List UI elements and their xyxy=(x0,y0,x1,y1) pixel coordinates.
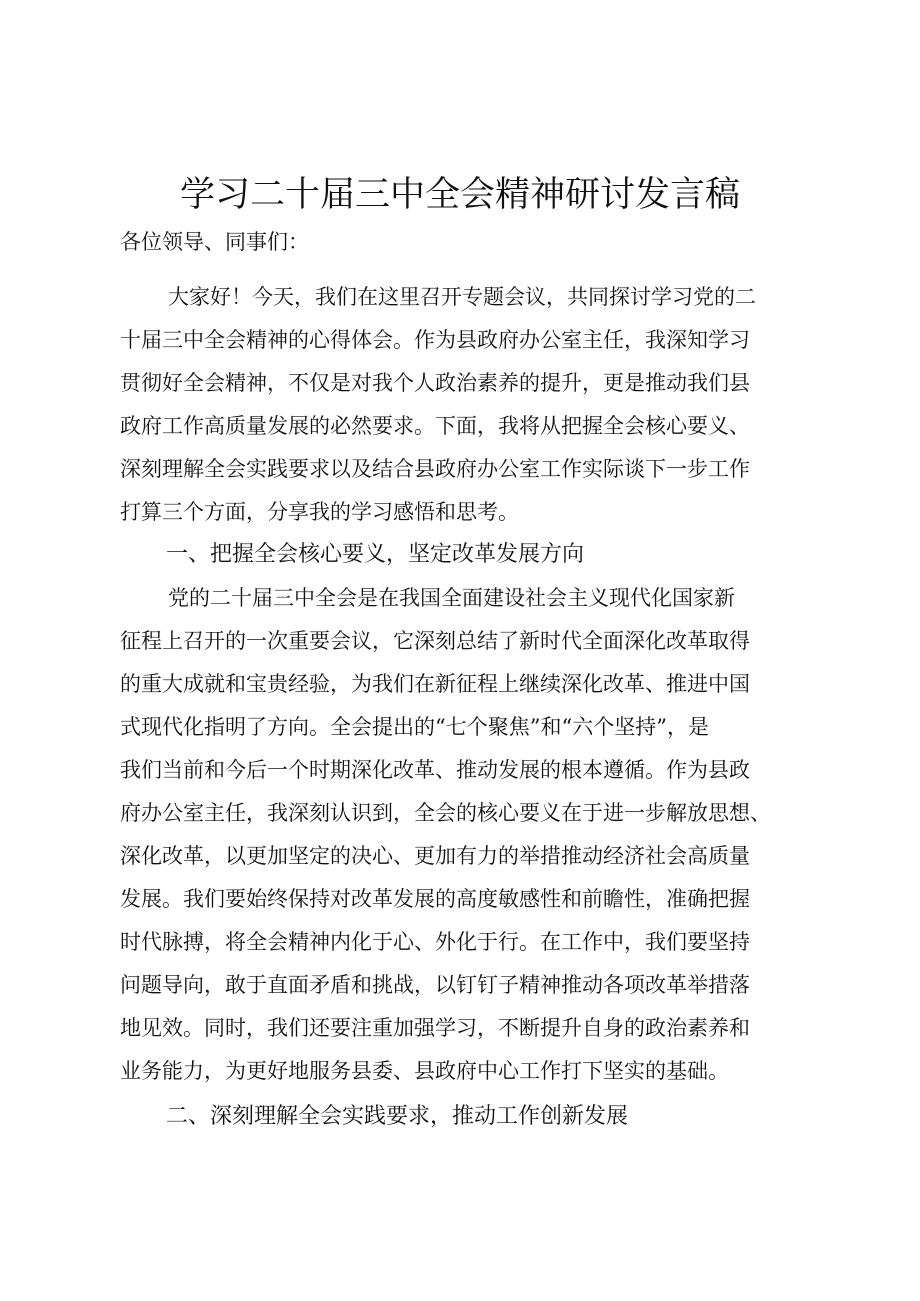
section1-line: 地见效。同时，我们还要注重加强学习，不断提升自身的政治素养和 xyxy=(120,1016,750,1040)
section1-line: 党的二十届三中全会是在我国全面建设社会主义现代化国家新 xyxy=(168,586,735,610)
section1-line: 问题导向，敢于直面矛盾和挑战，以钉钉子精神推动各项改革举措落 xyxy=(120,973,750,997)
intro-line: 贯彻好全会精神，不仅是对我个人政治素养的提升，更是推动我们县 xyxy=(120,371,750,395)
section-heading-1: 一、把握全会核心要义，坚定改革发展方向 xyxy=(166,542,585,567)
section1-line: 式现代化指明了方向。全会提出的“七个聚焦”和“六个坚持”，是 xyxy=(120,715,709,739)
intro-line: 打算三个方面，分享我的学习感悟和思考。 xyxy=(120,500,519,524)
intro-line: 十届三中全会精神的心得体会。作为县政府办公室主任，我深知学习 xyxy=(120,328,750,352)
section1-line: 我们当前和今后一个时期深化改革、推动发展的根本遵循。作为县政 xyxy=(120,758,750,782)
section1-line: 深化改革，以更加坚定的决心、更加有力的举措推动经济社会高质量 xyxy=(120,844,750,868)
section1-line: 发展。我们要始终保持对改革发展的高度敏感性和前瞻性，准确把握 xyxy=(120,887,750,911)
section1-line: 征程上召开的一次重要会议，它深刻总结了新时代全面深化改革取得 xyxy=(120,629,750,653)
section1-line: 府办公室主任，我深刻认识到，全会的核心要义在于进一步解放思想、 xyxy=(120,801,771,825)
intro-line: 深刻理解全会实践要求以及结合县政府办公室工作实际谈下一步工作 xyxy=(120,457,750,481)
section-heading-2: 二、深刻理解全会实践要求，推动工作创新发展 xyxy=(166,1104,629,1129)
section1-line: 的重大成就和宝贵经验，为我们在新征程上继续深化改革、推进中国 xyxy=(120,672,750,696)
intro-line: 大家好！今天，我们在这里召开专题会议，共同探讨学习党的二 xyxy=(168,285,756,309)
section1-line: 时代脉搏，将全会精神内化于心、外化于行。在工作中，我们要坚持 xyxy=(120,930,750,954)
document-title: 学习二十届三中全会精神研讨发言稿 xyxy=(179,175,740,215)
intro-line: 政府工作高质量发展的必然要求。下面，我将从把握全会核心要义、 xyxy=(120,414,750,438)
salutation: 各位领导、同事们： xyxy=(120,230,309,254)
section1-line: 业务能力，为更好地服务县委、县政府中心工作打下坚实的基础。 xyxy=(120,1059,729,1083)
